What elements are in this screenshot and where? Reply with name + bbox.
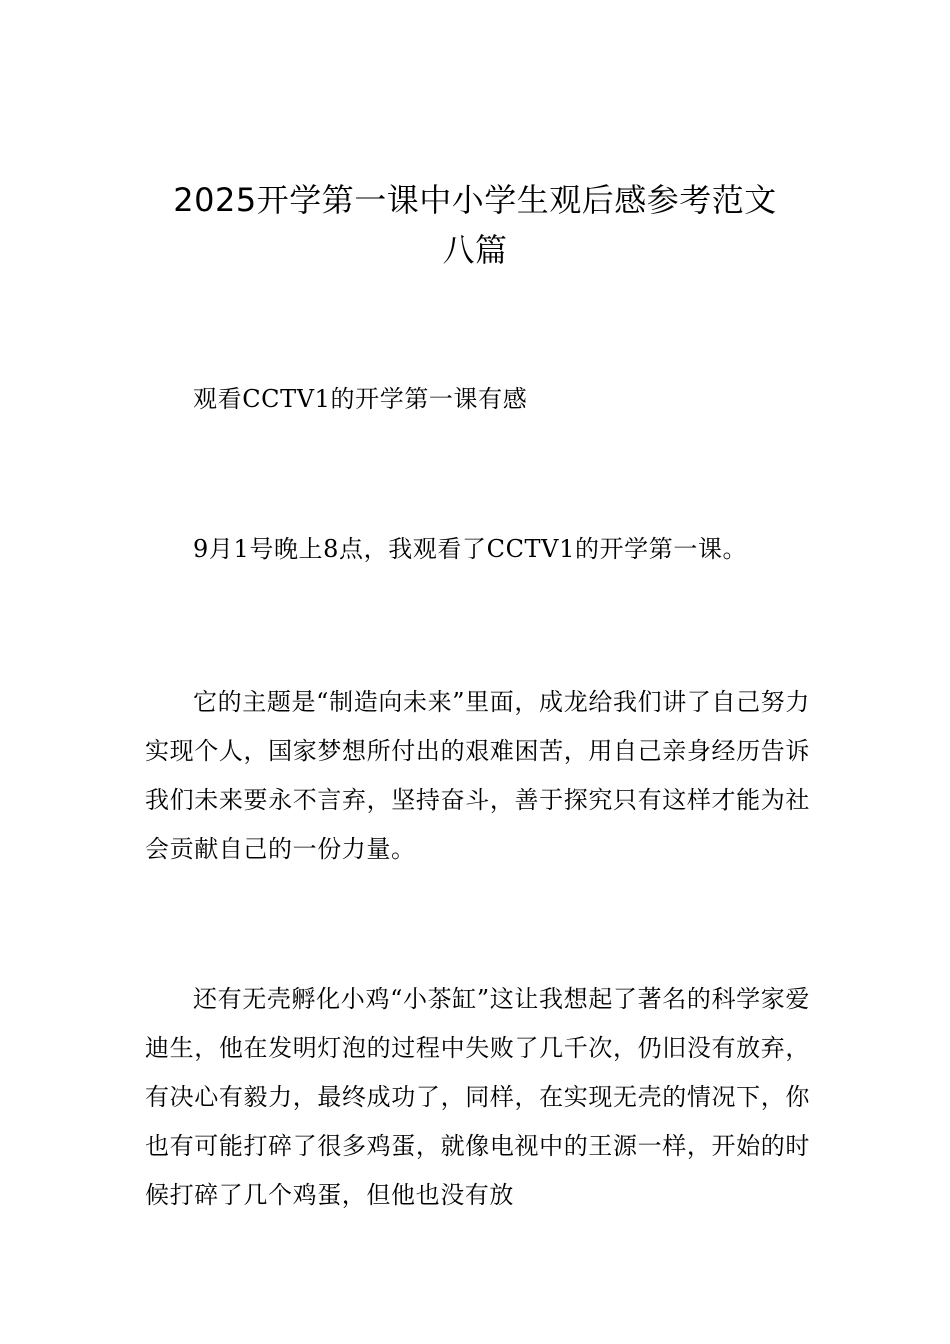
- title-line-1: 2025开学第一课中小学生观后感参考范文: [173, 181, 777, 219]
- paragraph-2: 它的主题是“制造向未来”里面，成龙给我们讲了自己努力实现个人，国家梦想所付出的艰难困苦，用自己亲身经历告诉我们未来要永不言弃，坚持奋斗，善于探究只有这样才能为社会贡献自己的一份力量。: [145, 688, 810, 863]
- paragraph-subtitle: 观看CCTV1的开学第一课有感: [193, 385, 528, 413]
- paragraph-3: 还有无壳孵化小鸡“小茶缸”这让我想起了著名的科学家爱迪生，他在发明灯泡的过程中失败了几千次，仍旧没有放弃，有决心有毅力，最终成功了，同样，在实现无壳的情况下，你也有可能打碎了很多鸡蛋，就像电视中的王源一样，开始的时候打碎了几个鸡蛋，但他也没有放: [145, 985, 810, 1209]
- title-line-2: 八篇: [442, 231, 508, 269]
- document-title: [130, 175, 820, 275]
- paragraph-1: 9月1号晚上8点，我观看了CCTV1的开学第一课。: [193, 535, 748, 563]
